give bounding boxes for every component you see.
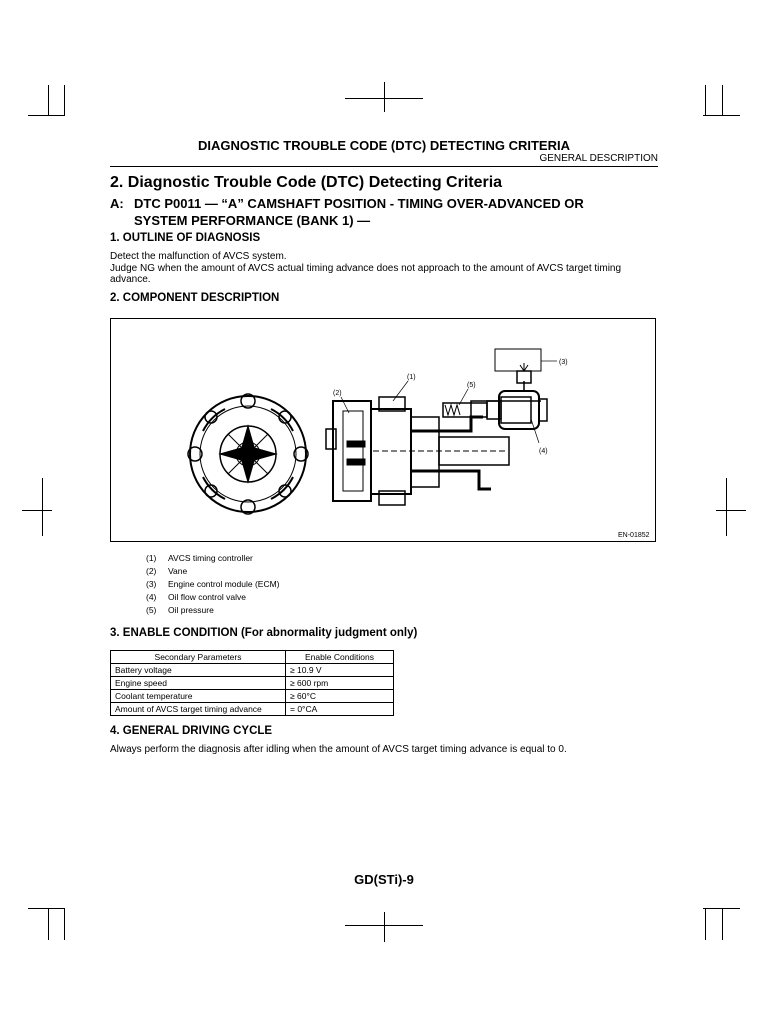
table-row	[111, 703, 394, 716]
legend-item	[146, 578, 280, 591]
outline-text	[110, 251, 655, 286]
legend-key: (3)	[146, 579, 157, 589]
sprocket-drawing	[188, 394, 308, 514]
callout-4: (4)	[539, 448, 548, 455]
figure-code: EN-01852	[618, 532, 650, 539]
outline-heading: 1. OUTLINE OF DIAGNOSIS	[110, 232, 261, 244]
page-header-title: DIAGNOSTIC TROUBLE CODE (DTC) DETECTING CRITERIA	[198, 138, 570, 153]
legend-key: (4)	[146, 592, 157, 602]
table-header-cell: Enable Conditions	[286, 651, 394, 664]
section-heading	[110, 174, 502, 192]
driving-cycle-heading: 4. GENERAL DRIVING CYCLE	[110, 725, 273, 737]
section-title: Diagnostic Trouble Code (DTC) Detecting Criteria	[127, 174, 503, 191]
subsection-title-line1: DTC P0011 — “A” CAMSHAFT POSITION - TIMING OVER-ADVANCED OR	[134, 196, 584, 211]
outline-line2: Judge NG when the amount of AVCS actual timing advance does not approach to the amount of AVCS target timing advance.	[110, 262, 622, 285]
subsection-heading	[110, 195, 584, 229]
page-number: GD(STi)-9	[354, 872, 414, 887]
component-figure	[110, 318, 656, 542]
table-cell: ≥ 60°C	[286, 690, 394, 703]
callout-1: (1)	[407, 374, 416, 381]
table-cell: = 0°CA	[286, 703, 394, 716]
callout-5: (5)	[467, 382, 476, 389]
legend-key: (1)	[146, 553, 157, 563]
legend-text: Vane	[168, 566, 188, 576]
table-cell: Engine speed	[111, 677, 286, 690]
driving-cycle-text: Always perform the diagnosis after idling when the amount of AVCS target timing advance is equal to 0.	[110, 744, 567, 755]
table-row	[111, 690, 394, 703]
table-header-cell: Secondary Parameters	[111, 651, 286, 664]
legend-text: Oil flow control valve	[168, 592, 246, 602]
outline-line1: Detect the malfunction of AVCS system.	[110, 251, 287, 262]
legend-text: Engine control module (ECM)	[168, 579, 280, 589]
enable-condition-table	[110, 650, 394, 716]
legend-item	[146, 552, 280, 565]
legend-item	[146, 591, 280, 604]
table-cell: ≥ 600 rpm	[286, 677, 394, 690]
section-number: 2.	[110, 174, 124, 191]
header-rule	[110, 166, 658, 167]
figure-legend	[146, 552, 280, 617]
table-header-row	[111, 651, 394, 664]
callout-3: (3)	[559, 359, 568, 366]
table-cell: ≥ 10.9 V	[286, 664, 394, 677]
legend-key: (2)	[146, 566, 157, 576]
avcs-diagram	[111, 319, 655, 541]
enable-heading: 3. ENABLE CONDITION (For abnormality judgment only)	[110, 627, 418, 639]
table-row	[111, 664, 394, 677]
table-row	[111, 677, 394, 690]
subsection-title-line2: SYSTEM PERFORMANCE (BANK 1) —	[134, 213, 371, 228]
legend-item	[146, 565, 280, 578]
legend-item	[146, 604, 280, 617]
table-cell: Coolant temperature	[111, 690, 286, 703]
table-cell: Battery voltage	[111, 664, 286, 677]
component-heading: 2. COMPONENT DESCRIPTION	[110, 292, 280, 304]
subsection-letter: A:	[110, 196, 124, 211]
ecm-box	[495, 349, 541, 371]
table-cell: Amount of AVCS target timing advance	[111, 703, 286, 716]
legend-text: Oil pressure	[168, 605, 214, 615]
page-header-subtitle: GENERAL DESCRIPTION	[539, 153, 658, 164]
callout-2: (2)	[333, 390, 342, 397]
controller-cross-section	[326, 397, 541, 505]
legend-text: AVCS timing controller	[168, 553, 253, 563]
legend-key: (5)	[146, 605, 157, 615]
